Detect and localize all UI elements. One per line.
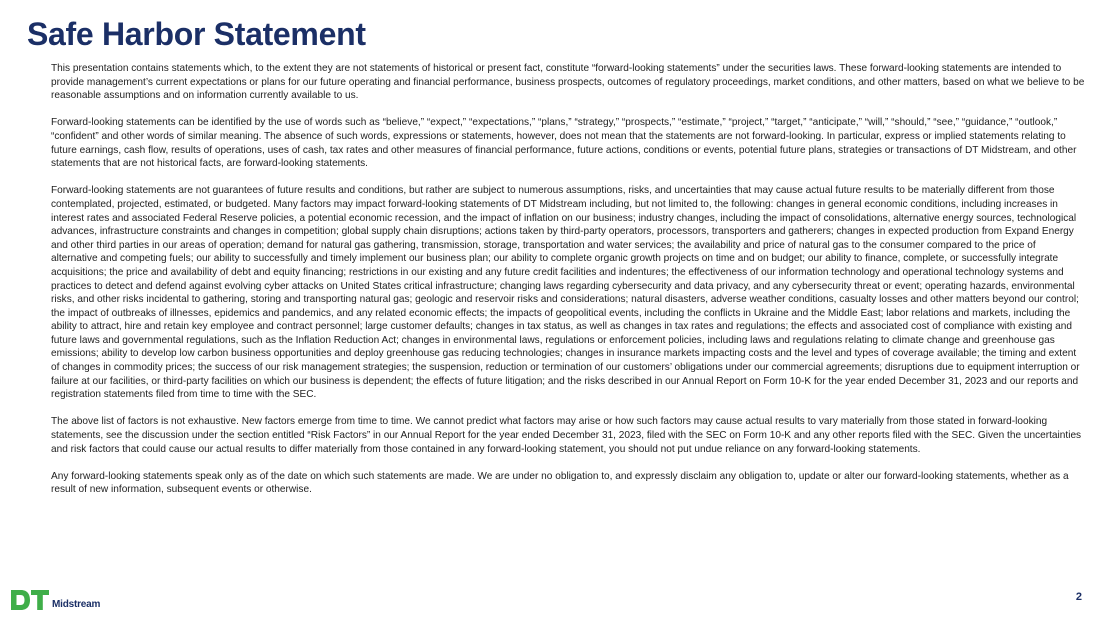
paragraph-not-exhaustive: The above list of factors is not exhaustive. New factors emerge from time to time. We cannot predict what factors may arise or how such factors may cause actual results to vary materially from those stated in forward-looking statements, see the discussion under the section entitled “Risk Factors” in our Annual Report for the year ended December 31, 2023, filed with the SEC on Form 10-K and any other reports filed with the SEC. Given the uncertainties and risk factors that could cause our actual results to differ materially from those contained in any forward-looking statement, you should not put undue reliance on any forward-looking statements.	[51, 416, 1082, 455]
safe-harbor-body	[51, 62, 1085, 511]
dt-logo-mark-icon	[11, 589, 49, 611]
paragraph-no-obligation: Any forward-looking statements speak only as of the date on which such statements are made. We are under no obligation to, and expressly disclaim any obligation to, update or alter our forward-looking statements, whether as a result of new information, subsequent events or otherwise.	[51, 470, 1069, 496]
logo-wordmark: Midstream	[52, 599, 101, 610]
dt-midstream-logo	[11, 587, 100, 611]
logo-mark-text: DT	[11, 589, 13, 590]
logo-t-shape	[31, 590, 49, 610]
paragraph-identification: Forward-looking statements can be identified by the use of words such as “believe,” “expect,” “expectations,” “plans,” “strategy,” “prospects,” “estimate,” “project,” “target,” “anticipate,” “will,” “should,” “see,” “guidance,” “outlook,” “confident” and other words of similar meaning. The absence of such words, expressions or statements, however, does not mean that the statements are not forward-looking. In particular, express or implied statements relating to future earnings, cash flow, results of operations, uses of cash, tax rates and other measures of financial performance, future actions, conditions or events, potential future plans, strategies or transactions of DT Midstream, and other statements that are not historical facts, are forward-looking statements.	[51, 117, 1077, 170]
logo-d-shape	[11, 590, 30, 610]
page-number: 2	[1075, 591, 1082, 603]
paragraph-risk-factors: Forward-looking statements are not guarantees of future results and conditions, but rather are subject to numerous assumptions, risks, and uncertainties that may cause actual future results to be materially different from those contemplated, projected, estimated, or budgeted. Many factors may impact forward-looking statements of DT Midstream including, but not limited to, the following: changes in general economic conditions, including increases in interest rates and associated Federal Reserve policies, a potential economic recession, and the impact of inflation on our business; industry changes, including the impact of consolidations, alternative energy sources, technological advances, infrastructure constraints and changes in competition; global supply chain disruptions; actions taken by third-party operators, processors, transporters and gatherers; changes in expected production from Expand Energy and other third parties in our areas of operation; demand for natural gas gathering, transmission, storage, transportation and water services; the availability and price of natural gas to the consumer compared to the price of alternative and competing fuels; our ability to successfully and timely implement our business plan; our ability to complete organic growth projects on time and on budget; our ability to finance, complete, or successfully integrate acquisitions; the price and availability of debt and equity financing; restrictions in our existing and any future credit facilities and indentures; the effectiveness of our information technology and operational technology systems and practices to detect and defend against evolving cyber attacks on United States critical infrastructure; changing laws regarding cybersecurity and data privacy, and any cybersecurity threat or event; operating hazards, environmental risks, and other risks incidental to gathering, storing and transporting natural gas; geologic and reservoir risks and considerations; natural disasters, adverse weather conditions, casualty losses and other matters beyond our control; the impact of outbreaks of illnesses, epidemics and pandemics, and any related economic effects; the impacts of geopolitical events, including the conflicts in Ukraine and the Middle East; labor relations and markets, including the ability to attract, hire and retain key employee and contract personnel; large customer defaults; changes in tax status, as well as changes in tax rates and regulations; the effects and associated cost of compliance with existing and future laws and governmental regulations, such as the Inflation Reduction Act; changes in environmental laws, regulations or enforcement policies, including laws and regulations relating to climate change and greenhouse gas emissions; ability to develop low carbon business opportunities and deploy greenhouse gas reducing technologies; changes in insurance markets impacting costs and the level and types of coverage available; the timing and extent of changes in commodity prices; the success of our risk management strategies; the suspension, reduction or termination of our customers’ obligations under our commercial agreements; disruptions due to equipment interruption or failure at our facilities, or third-party facilities on which our business is dependent; the effects of future litigation; and the risks described in our Annual Report on Form 10-K for the year ended December 31, 2023 and our reports and registration statements filed from time to time with the SEC.	[51, 185, 1080, 401]
paragraph-intro: This presentation contains statements which, to the extent they are not statements of historical or present fact, constitute “forward-looking statements” under the securities laws. These forward-looking statements are intended to provide management’s current expectations or plans for our future operating and financial performance, business prospects, outcomes of regulatory proceedings, market conditions, and other matters, based on what we believe to be reasonable assumptions and on information currently available to us.	[51, 63, 1085, 102]
page-title: Safe Harbor Statement	[27, 16, 366, 52]
